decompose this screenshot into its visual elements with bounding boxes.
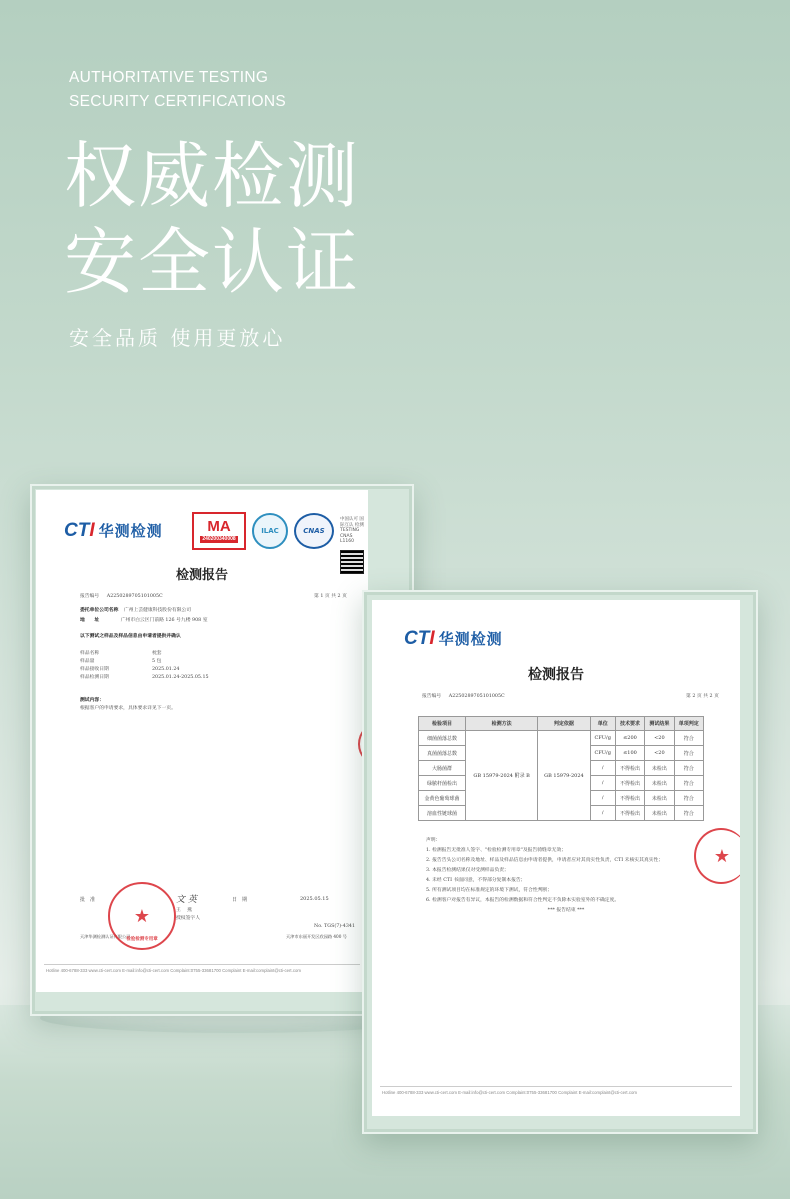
- ilac-mra-icon: ILAC: [252, 513, 288, 549]
- company-label: 委托单位公司名称: [80, 607, 119, 613]
- certificate-paper-page-1: [36, 490, 368, 992]
- footer-divider: [44, 964, 360, 965]
- note-6: 6. 检测客户对报告有异议，本报告的检测数据和符合性判定不负除本实验室外的不确定度。: [426, 898, 620, 903]
- cell-unit: CFU/g: [590, 746, 615, 761]
- cell-requirement: 不得检出: [615, 791, 644, 806]
- cell-result: 未检出: [645, 806, 674, 821]
- table-header-row: [419, 717, 704, 731]
- cell-requirement: 不得检出: [615, 806, 644, 821]
- company-name: 广州上芸健康科技股份有限公司: [123, 608, 192, 613]
- approver-title: 授权签字人: [176, 916, 200, 921]
- company-footnote-left: 天津华测检测认证有限公司: [80, 934, 131, 939]
- address-value: 广州市白云区门前路 126 号九楼 908 室: [120, 618, 208, 623]
- address-label: 地 址: [80, 617, 100, 623]
- hero-english-line-1: AUTHORITATIVE TESTING: [69, 69, 269, 86]
- cell-verdict: 符合: [674, 746, 703, 761]
- page-indicator: 第 2 页 共 2 页: [686, 694, 719, 699]
- sample-confirm-note: 以下测试之样品及样品信息由申请者提供并确认: [80, 633, 181, 639]
- column-header: 技术要求: [615, 717, 644, 731]
- cell-result: 未检出: [645, 791, 674, 806]
- received-date-label: 样品接收日期: [80, 667, 109, 672]
- report-serial-no: No. TGS(7)-4341: [314, 924, 355, 929]
- cell-result: <20: [645, 746, 674, 761]
- report-no: A2250289705101005C: [448, 694, 505, 699]
- cnas-icon: CNAS: [294, 513, 334, 549]
- cell-item: 溶血性链球菌: [419, 806, 466, 821]
- notes-title: 声明：: [426, 838, 441, 843]
- column-header: 单项判定: [674, 717, 703, 731]
- column-header: 单位: [590, 717, 615, 731]
- report-no: A2250289705101005C: [106, 594, 163, 599]
- cell-verdict: 符合: [674, 791, 703, 806]
- sample-info-block: [80, 650, 209, 682]
- seal-text: 检验检测专用章: [126, 937, 158, 942]
- date-label: 日 期: [232, 897, 248, 903]
- note-4: 4. 未经 CTI 书面同意，不得部分复制本报告；: [426, 878, 526, 883]
- test-results-table: [418, 716, 704, 821]
- cell-requirement: 不得检出: [615, 776, 644, 791]
- note-2: 2. 报告告头公司名称及地址、样品及样品信息由申请者提供，申请者应对其真实性负责，CTI 未核实其真实性；: [426, 858, 664, 863]
- column-header: 检测方法: [466, 717, 538, 731]
- approve-label: 批 准: [80, 897, 96, 903]
- cell-verdict: 符合: [674, 806, 703, 821]
- test-date-label: 样品检测日期: [80, 675, 109, 680]
- cti-logo: CTI 华测检测: [64, 520, 163, 541]
- cell-verdict: 符合: [674, 761, 703, 776]
- certification-logos: [192, 512, 366, 550]
- cell-result: 未检出: [645, 761, 674, 776]
- report-end: *** 报告结束 ***: [547, 908, 585, 913]
- cell-unit: /: [590, 776, 615, 791]
- cell-basis: GB 15979-2024: [538, 731, 590, 821]
- cell-unit: CFU/g: [590, 731, 615, 746]
- hero-title-line-2: 安全认证: [64, 220, 361, 304]
- report-notes: [426, 836, 706, 916]
- test-content-label: 测试内容：: [80, 697, 104, 703]
- certificate-paper-page-2: [372, 600, 740, 1116]
- cell-method: GB 15979-2024 附录 B: [466, 731, 538, 821]
- hero-subtitle: 安全品质 使用更放心: [69, 326, 286, 350]
- note-3: 3. 本报告检测结果仅对受测样品负责；: [426, 868, 509, 873]
- company-footnote-right: 天津市东丽开发区欣园路 400 号: [286, 934, 347, 939]
- column-header: 测试结果: [645, 717, 674, 731]
- cma-badge-icon: MA 240200340008: [192, 512, 246, 550]
- hero-english-line-2: SECURITY CERTIFICATIONS: [69, 93, 287, 110]
- cell-unit: /: [590, 806, 615, 821]
- approver-name: 王 燕: [176, 908, 192, 913]
- table-row: [419, 731, 704, 746]
- column-header: 判定依据: [538, 717, 590, 731]
- footer-divider: [380, 1086, 732, 1087]
- sample-name: 枕套: [152, 651, 162, 656]
- footer-contact: Hotline 400-6788-333 www.cti-cert.com E-mail:info@cti-cert.com Complaint:0755-33681700 Complaint E-mail:complaint@cti-cert.com: [382, 1090, 637, 1095]
- approval-date: 2025.05.15: [300, 896, 329, 902]
- report-no-label: 报告编号: [422, 694, 442, 699]
- seal-star-icon: ★: [133, 905, 151, 927]
- cell-verdict: 符合: [674, 731, 703, 746]
- cell-result: 未检出: [645, 776, 674, 791]
- cell-unit: /: [590, 791, 615, 806]
- cell-item: 大肠菌群: [419, 761, 466, 776]
- cell-verdict: 符合: [674, 776, 703, 791]
- received-date: 2025.01.24: [152, 667, 180, 672]
- test-content: 根据客户的申请要求，具体要求详见下一页。: [80, 706, 176, 711]
- sample-qty-label: 样品量: [80, 659, 95, 664]
- cell-item: 金黄色葡萄球菌: [419, 791, 466, 806]
- cell-item: 绿脓杆菌检出: [419, 776, 466, 791]
- cnas-caption: 中国认可 国际互认 检测 TESTING CNAS L1160: [340, 517, 364, 545]
- cell-requirement: ≤100: [615, 746, 644, 761]
- cti-logo: CTI 华测检测: [404, 628, 503, 649]
- hero-title-line-1: 权威检测: [64, 134, 361, 218]
- cell-requirement: 不得检出: [615, 761, 644, 776]
- column-header: 检验项目: [419, 717, 466, 731]
- footer-contact: Hotline 400-6788-333 www.cti-cert.com E-mail:info@cti-cert.com Complaint:0755-33681700 Complaint E-mail:complaint@cti-cert.com: [46, 968, 301, 973]
- approver-signature: 文 英: [176, 895, 197, 905]
- cell-requirement: ≤200: [615, 731, 644, 746]
- sample-qty: 5 包: [152, 659, 162, 664]
- official-seal-stamp: [108, 882, 176, 950]
- edge-seal-stamp: [694, 828, 740, 884]
- test-date: 2025.01.24-2025.05.15: [152, 675, 209, 680]
- cell-item: 真菌菌落总数: [419, 746, 466, 761]
- report-title: 检测报告: [175, 568, 228, 583]
- note-5: 5. 所有测试项目均在标准规定的环境下测试，符合性判断；: [426, 888, 553, 893]
- cell-item: 细菌菌落总数: [419, 731, 466, 746]
- cell-result: <20: [645, 731, 674, 746]
- report-no-label: 报告编号: [80, 594, 100, 599]
- cell-unit: /: [590, 761, 615, 776]
- report-title: 检测报告: [528, 667, 584, 683]
- seal-star-icon: ★: [713, 845, 731, 867]
- note-1: 1. 检测报告无批准人签字、"检验检测专用章"及报告骑缝章无效；: [426, 848, 567, 853]
- sample-name-label: 样品名称: [80, 651, 100, 656]
- page-indicator: 第 1 页 共 2 页: [314, 594, 347, 599]
